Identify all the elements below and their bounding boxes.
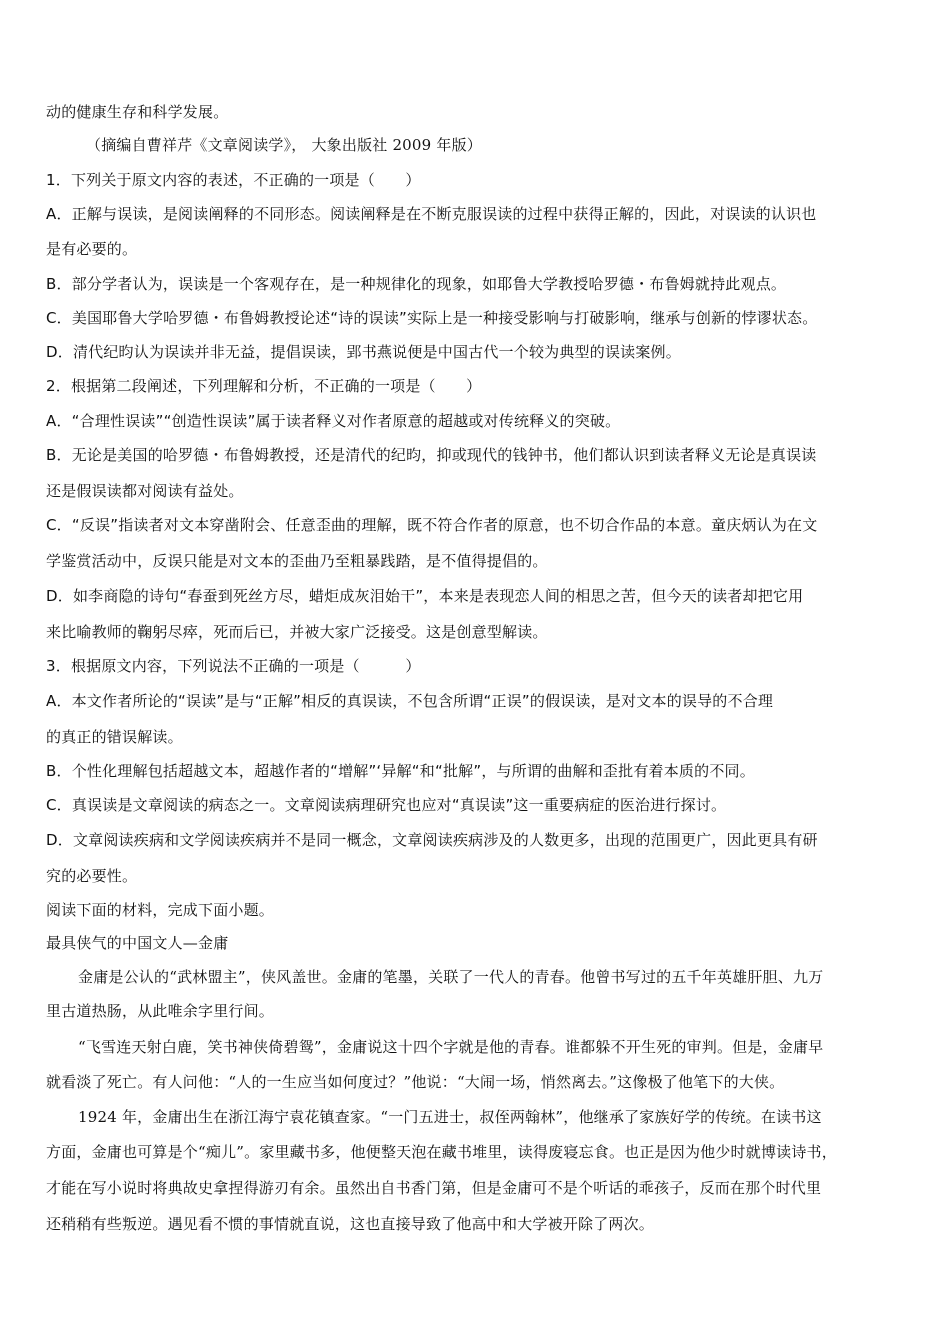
q1-option-d: D．清代纪昀认为误读并非无益，提倡误读，郢书燕说便是中国古代一个较为典型的误读案例。 (46, 343, 681, 361)
question-3-stem: 3．根据原文内容，下列说法不正确的一项是（ ） (46, 657, 421, 675)
q2-option-b-line1: B．无论是美国的哈罗德・布鲁姆教授，还是清代的纪昀，抑或现代的钱钟书，他们都认识到读者释义无论是真误读 (46, 446, 817, 464)
q2-option-d-line2: 来比喻教师的鞠躬尽瘁，死而后已，并被大家广泛接受。这是创意型解读。 (46, 623, 548, 641)
q3-option-a-line2: 的真正的错误解读。 (46, 728, 183, 746)
q3-option-b: B．个性化理解包括超越文本，超越作者的“增解”‘异解“和“批解”，与所谓的曲解和歪批有着本质的不同。 (46, 762, 755, 780)
q2-option-b-line2: 还是假误读都对阅读有益处。 (46, 482, 244, 500)
source-citation: （摘编自曹祥芹《文章阅读学》， 大象出版社 2009 年版） (86, 136, 482, 154)
q1-option-c: C．美国耶鲁大学哈罗德・布鲁姆教授论述“诗的误读”实际上是一种接受影响与打破影响，继承与创新的悖谬状态。 (46, 309, 818, 327)
q2-option-c-line2: 学鉴赏活动中，反误只能是对文本的歪曲乃至粗暴践踏，是不值得提倡的。 (46, 552, 548, 570)
article-title: 最具侠气的中国文人—金庸 (46, 934, 229, 952)
article-p2-line1: “飞雪连天射白鹿，笑书神侠倚碧鸳”，金庸说这十四个字就是他的青春。谁都躲不开生死的审判。但是，金庸早 (78, 1038, 824, 1056)
question-2-stem: 2．根据第二段阐述，下列理解和分析，不正确的一项是（ ） (46, 377, 482, 395)
q1-option-a-line2: 是有必要的。 (46, 240, 138, 258)
article-p1-line2: 里古道热肠，从此唯余字里行间。 (46, 1002, 275, 1020)
q2-option-c-line1: C．“反误”指读者对文本穿凿附会、任意歪曲的理解，既不符合作者的原意，也不切合作品的本意。童庆炳认为在文 (46, 516, 818, 534)
q3-option-a-line1: A．本文作者所论的“误读”是与“正解”相反的真误读，不包含所谓“正误”的假误读，是对文本的误导的不合理 (46, 692, 774, 710)
article-p2-line2: 就看淡了死亡。有人问他：“人的一生应当如何度过？”他说：“大闹一场，悄然离去。”这像极了他笔下的大侠。 (46, 1073, 785, 1091)
article-p3-line2: 方面，金庸也可算是个“痴儿”。家里藏书多，他便整天泡在藏书堆里，读得废寝忘食。也正是因为他少时就博读诗书， (46, 1143, 837, 1161)
question-1-stem: 1．下列关于原文内容的表述，不正确的一项是（ ） (46, 171, 421, 189)
q1-option-b: B．部分学者认为，误读是一个客观存在，是一种规律化的现象，如耶鲁大学教授哈罗德・布鲁姆就持此观点。 (46, 275, 787, 293)
q3-option-d-line1: D．文章阅读疾病和文学阅读疾病并不是同一概念，文章阅读疾病涉及的人数更多，出现的范围更广，因此更具有研 (46, 831, 818, 849)
reading-instruction: 阅读下面的材料，完成下面小题。 (46, 901, 275, 919)
article-p1-line1: 金庸是公认的“武林盟主”，侠风盖世。金庸的笔墨，关联了一代人的青春。他曾书写过的五千年英雄肝胆、九万 (78, 968, 824, 986)
article-p3-line3: 才能在写小说时将典故史拿捏得游刃有余。虽然出自书香门第，但是金庸可不是个听话的乖孩子，反而在那个时代里 (46, 1179, 822, 1197)
q3-option-d-line2: 究的必要性。 (46, 867, 138, 885)
article-p3-line4: 还稍稍有些叛逆。遇见看不惯的事情就直说，这也直接导致了他高中和大学被开除了两次。 (46, 1215, 655, 1233)
q2-option-d-line1: D．如李商隐的诗句“春蚕到死丝方尽，蜡炬成灰泪始干”，本来是表现恋人间的相思之苦，但今天的读者却把它用 (46, 587, 804, 605)
q1-option-a-line1: A．正解与误读，是阅读阐释的不同形态。阅读阐释是在不断克服误读的过程中获得正解的，因此，对误读的认识也 (46, 205, 817, 223)
q2-option-a: A．“合理性误读”“创造性误读”属于读者释义对作者原意的超越或对传统释义的突破。 (46, 412, 621, 430)
q3-option-c: C．真误读是文章阅读的病态之一。文章阅读病理研究也应对“真误读”这一重要病症的医治进行探讨。 (46, 796, 727, 814)
passage-tail: 动的健康生存和科学发展。 (46, 103, 229, 121)
article-p3-line1: 1924 年，金庸出生在浙江海宁袁花镇查家。“一门五进士，叔侄两翰林”，他继承了家族好学的传统。在读书这 (78, 1108, 822, 1126)
